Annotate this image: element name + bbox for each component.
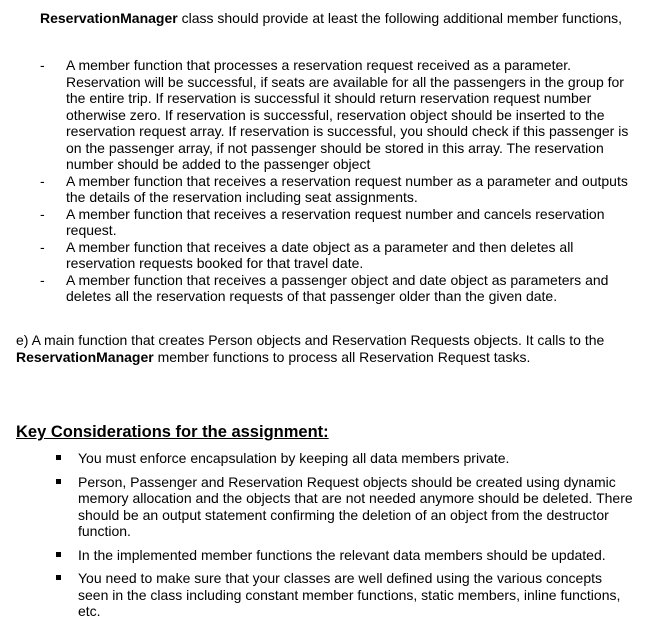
list-item (40, 173, 640, 206)
key-considerations-heading: Key Considerations for the assignment: (16, 423, 329, 441)
list-item (40, 57, 640, 173)
list-item-text: A member function that receives a date object as a parameter and then deletes all reservation requests booked for that travel date. (66, 238, 574, 271)
list-item-text: Person, Passenger and Reservation Request objects should be created using dynamic memory allocation and the objects that are not needed anymore should be deleted. There should be an output statement confirming the deletion of an object from the destructor function. (78, 473, 633, 539)
section-e-paragraph (16, 332, 636, 365)
list-item (56, 570, 636, 620)
dash-bullet: - (40, 172, 45, 189)
dash-bullet: - (40, 205, 45, 222)
list-item-text: A member function that receives a reservation request number as a parameter and outputs the details of the reservation including seat assignments. (66, 172, 628, 205)
dash-bullet: - (40, 238, 45, 255)
intro-text: class should provide at least the following additional member functions, (177, 10, 623, 26)
list-item-text: You must enforce encapsulation by keeping all data members private. (78, 450, 510, 466)
list-item (56, 547, 636, 564)
square-bullet-icon (56, 455, 61, 460)
member-function-list (40, 57, 640, 305)
list-item (40, 206, 640, 239)
dash-bullet: - (40, 57, 45, 73)
section-e-text: e) A main function that creates Person objects and Reservation Requests objects. It calls to the (16, 332, 605, 348)
intro-paragraph (40, 10, 640, 27)
list-item-text: You need to make sure that your classes are well defined using the various concepts seen in the class including constant member functions, static members, inline functions, etc. (78, 570, 621, 619)
square-bullet-icon (56, 479, 61, 484)
list-item-text: A member function that receives a passenger object and date object as parameters and deletes all the reservation requests of that passenger older than the given date. (66, 271, 609, 304)
key-considerations-list (56, 450, 636, 627)
dash-bullet: - (40, 271, 45, 288)
class-name: ReservationManager (40, 10, 178, 26)
list-item (40, 239, 640, 272)
list-item-text: A member function that receives a reservation request number and cancels reservation request. (66, 205, 605, 238)
list-item (56, 450, 636, 467)
list-item-text: A member function that processes a reservation request received as a parameter. Reservation will be successful, if seats are available for all the passengers in the group for the entire trip. If reservation is successful it should return reservation request number otherwise zero. If reservation is successful, reservation object should be inserted to the reservation request array. If reservation is successful, you should check if this passenger is on the passenger array, if not passenger should be stored in this array. The reservation number should be added to the passenger object (66, 57, 629, 172)
list-item-text: In the implemented member functions the relevant data members should be updated. (78, 546, 606, 563)
square-bullet-icon (56, 552, 61, 557)
square-bullet-icon (56, 575, 61, 580)
list-item (40, 272, 640, 305)
list-item (56, 474, 636, 540)
class-name: ReservationManager (16, 348, 154, 365)
section-e-text-end: member functions to process all Reservation Request tasks. (153, 348, 531, 365)
